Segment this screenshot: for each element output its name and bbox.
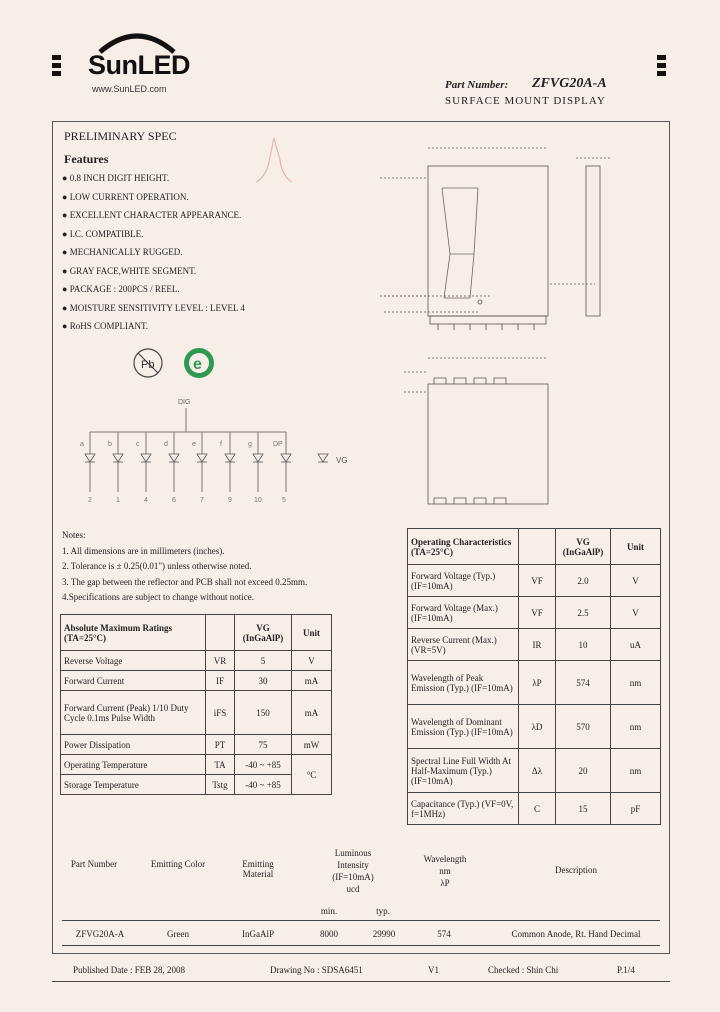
feature-item: ● LOW CURRENT OPERATION. xyxy=(62,191,189,202)
pin-label-2: 1 xyxy=(116,497,120,504)
value-cell: 15 xyxy=(556,793,611,825)
feature-item: ● PACKAGE : 200PCS / REEL. xyxy=(62,284,180,294)
part-number-label: Part Number: xyxy=(445,79,509,91)
note-item: 2. Tolerance is ± 0.25(0.01") unless otherwise noted. xyxy=(62,561,252,571)
unit-cell: mW xyxy=(292,735,332,755)
seg-label-d: d xyxy=(164,441,168,448)
param-cell: Wavelength of Peak Emission (Typ.) (IF=10mA) xyxy=(408,661,519,705)
unit-cell: nm xyxy=(611,661,661,705)
pb-badge-text: Pb xyxy=(141,359,155,371)
vg-label: VG xyxy=(336,456,348,465)
unit-cell: mA xyxy=(292,691,332,735)
unit-cell: V xyxy=(611,597,661,629)
unit-cell: V xyxy=(292,651,332,671)
value-cell: 570 xyxy=(556,705,611,749)
op-header-vg: VG (InGaAlP) xyxy=(556,529,611,565)
rohs-badge-text: e xyxy=(193,356,202,373)
seg-label-f: f xyxy=(220,441,222,448)
header-mark-left-1 xyxy=(52,55,61,60)
symbol-cell: PT xyxy=(206,735,235,755)
value-cell: 2.5 xyxy=(556,597,611,629)
seg-label-dp: DP xyxy=(273,441,283,448)
note-item: 4.Specifications are subject to change without notice. xyxy=(62,592,254,602)
value-cell: 2.0 xyxy=(556,565,611,597)
header-mark-right-2 xyxy=(657,63,666,68)
symbol-cell: VR xyxy=(206,651,235,671)
symbol-cell: VF xyxy=(519,597,556,629)
value-cell: -40 ~ +85 xyxy=(235,755,292,775)
brand-logo: SunLED xyxy=(88,50,190,80)
col-header-min: min. xyxy=(320,906,338,916)
drawing-number: Drawing No : SDSA6451 xyxy=(270,965,363,975)
symbol-cell: λD xyxy=(519,705,556,749)
table-row xyxy=(408,793,661,825)
table-row xyxy=(408,565,661,597)
table-header-row xyxy=(408,529,661,565)
header-mark-right-3 xyxy=(657,71,666,76)
note-item: 1. All dimensions are in millimeters (inches). xyxy=(62,545,225,556)
unit-cell: °C xyxy=(292,755,332,795)
version: V1 xyxy=(428,965,439,975)
param-cell: Reverse Current (Max.) (VR=5V) xyxy=(408,629,519,661)
spec-title: PRELIMINARY SPEC xyxy=(64,129,177,143)
footer-divider xyxy=(52,981,670,982)
table-row xyxy=(61,735,332,755)
seg-label-b: b xyxy=(108,441,112,448)
symbol-cell: iFS xyxy=(206,691,235,735)
pin-label-6: 9 xyxy=(228,497,232,504)
abs-header-symbol xyxy=(206,615,235,651)
notes-block xyxy=(62,530,307,608)
feature-item: ● GRAY FACE,WHITE SEGMENT. xyxy=(62,265,197,276)
table-row xyxy=(408,597,661,629)
feature-item: ● MOISTURE SENSITIVITY LEVEL : LEVEL 4 xyxy=(62,302,245,313)
param-cell: Forward Voltage (Max.) (IF=10mA) xyxy=(408,597,519,629)
header-mark-left-2 xyxy=(52,63,61,68)
symbol-cell: IR xyxy=(519,629,556,661)
symbol-cell: Δλ xyxy=(519,749,556,793)
table-row xyxy=(61,651,332,671)
feature-item: ● 0.8 INCH DIGIT HEIGHT. xyxy=(62,173,170,183)
header-mark-right-1 xyxy=(657,55,666,60)
table-row xyxy=(61,775,332,795)
part-number: ZFVG20A-A xyxy=(532,76,607,91)
unit-cell: mA xyxy=(292,671,332,691)
note-item: 3. The gap between the reflector and PCB shall not exceed 0.25mm. xyxy=(62,576,308,587)
circuit-diagram xyxy=(70,392,360,512)
operating-characteristics-table xyxy=(407,528,661,825)
col-header-typ: typ. xyxy=(376,906,390,916)
row-typ: 29990 xyxy=(372,929,396,939)
param-cell: Power Dissipation xyxy=(61,735,206,755)
unit-cell: nm xyxy=(611,705,661,749)
row-part-number: ZFVG20A-A xyxy=(75,929,125,939)
website-link[interactable]: www.SunLED.com xyxy=(92,84,167,94)
abs-header-param: Absolute Maximum Ratings (TA=25°C) xyxy=(61,615,206,651)
table-row xyxy=(408,629,661,661)
table-row xyxy=(408,661,661,705)
feature-item: ● EXCELLENT CHARACTER APPEARANCE. xyxy=(62,210,242,220)
value-cell: 150 xyxy=(235,691,292,735)
product-subtitle: SURFACE MOUNT DISPLAY xyxy=(445,95,606,107)
table-row xyxy=(61,671,332,691)
row-min: 8000 xyxy=(320,929,338,939)
col-header-color: Emitting Color xyxy=(150,859,206,869)
value-cell: 20 xyxy=(556,749,611,793)
table-row xyxy=(61,691,332,735)
value-cell: 10 xyxy=(556,629,611,661)
mechanical-drawing xyxy=(370,136,660,516)
pb-free-icon xyxy=(132,347,164,379)
published-date: Published Date : FEB 28, 2008 xyxy=(73,965,185,975)
param-cell: Wavelength of Dominant Emission (Typ.) (IF=10mA) xyxy=(408,705,519,749)
product-table xyxy=(62,843,660,953)
abs-header-unit: Unit xyxy=(292,615,332,651)
col-header-part: Part Number xyxy=(70,859,118,869)
watermark-icon xyxy=(252,136,296,186)
op-header-symbol xyxy=(519,529,556,565)
value-cell: 574 xyxy=(556,661,611,705)
unit-cell: uA xyxy=(611,629,661,661)
param-cell: Forward Current (Peak) 1/10 Duty Cycle 0.1ms Pulse Width xyxy=(61,691,206,735)
row-description: Common Anode, Rt. Hand Decimal xyxy=(511,929,641,939)
symbol-cell: IF xyxy=(206,671,235,691)
header-mark-left-3 xyxy=(52,71,61,76)
table-row xyxy=(408,705,661,749)
pin-label-5: 7 xyxy=(200,497,204,504)
symbol-cell: TA xyxy=(206,755,235,775)
value-cell: 30 xyxy=(235,671,292,691)
row-material: InGaAlP xyxy=(242,929,274,939)
seg-label-e: e xyxy=(192,441,196,448)
col-header-description: Description xyxy=(555,865,597,875)
seg-label-c: c xyxy=(136,441,140,448)
param-cell: Storage Temperature xyxy=(61,775,206,795)
symbol-cell: λP xyxy=(519,661,556,705)
symbol-cell: C xyxy=(519,793,556,825)
value-cell: 75 xyxy=(235,735,292,755)
op-header-unit: Unit xyxy=(611,529,661,565)
checked-by: Checked : Shin Chi xyxy=(488,965,559,975)
pin-label-1: 2 xyxy=(88,497,92,504)
table-row xyxy=(61,755,332,775)
op-header-param: Operating Characteristics (TA=25°C) xyxy=(408,529,519,565)
param-cell: Spectral Line Full Width At Half-Maximum (Typ.) (IF=10mA) xyxy=(408,749,519,793)
table-row xyxy=(408,749,661,793)
row-color: Green xyxy=(167,929,189,939)
table-header-row xyxy=(61,615,332,651)
symbol-cell: VF xyxy=(519,565,556,597)
rohs-e-icon xyxy=(182,346,216,380)
param-cell: Capacitance (Typ.) (VF=0V, f=1MHz) xyxy=(408,793,519,825)
feature-item: ● MECHANICALLY RUGGED. xyxy=(62,247,183,257)
feature-item: ● RoHS COMPLIANT. xyxy=(62,321,149,331)
product-table-divider-bottom xyxy=(62,945,660,946)
param-cell: Forward Voltage (Typ.) (IF=10mA) xyxy=(408,565,519,597)
pin-label-3: 4 xyxy=(144,497,148,504)
col-header-luminous: Luminous Intensity (IF=10mA) ucd xyxy=(332,848,374,894)
led-diode-row xyxy=(85,432,328,492)
features-list xyxy=(62,173,245,340)
absolute-max-ratings-table xyxy=(60,614,332,795)
value-cell: 5 xyxy=(235,651,292,671)
seg-label-g: g xyxy=(248,441,252,448)
unit-cell: pF xyxy=(611,793,661,825)
abs-header-vg: VG (InGaAlP) xyxy=(235,615,292,651)
symbol-cell: Tstg xyxy=(206,775,235,795)
param-cell: Reverse Voltage xyxy=(61,651,206,671)
product-table-divider-top xyxy=(62,920,660,921)
col-header-wavelength: Wavelength nm λP xyxy=(423,854,467,888)
col-header-material: Emitting Material xyxy=(242,859,274,879)
pin-label-4: 6 xyxy=(172,497,176,504)
param-cell: Forward Current xyxy=(61,671,206,691)
pin-label-8: 5 xyxy=(282,497,286,504)
unit-cell: nm xyxy=(611,749,661,793)
page-number: P.1/4 xyxy=(617,965,635,975)
unit-cell: V xyxy=(611,565,661,597)
pin-label-7: 10 xyxy=(254,497,262,504)
row-wavelength: 574 xyxy=(437,929,451,939)
common-pin-label: DIG xyxy=(178,399,191,406)
param-cell: Operating Temperature xyxy=(61,755,206,775)
features-heading: Features xyxy=(64,152,109,166)
feature-item: ● I.C. COMPATIBLE. xyxy=(62,228,144,239)
seg-label-a: a xyxy=(80,441,84,448)
notes-heading: Notes: xyxy=(62,530,86,540)
value-cell: -40 ~ +85 xyxy=(235,775,292,795)
